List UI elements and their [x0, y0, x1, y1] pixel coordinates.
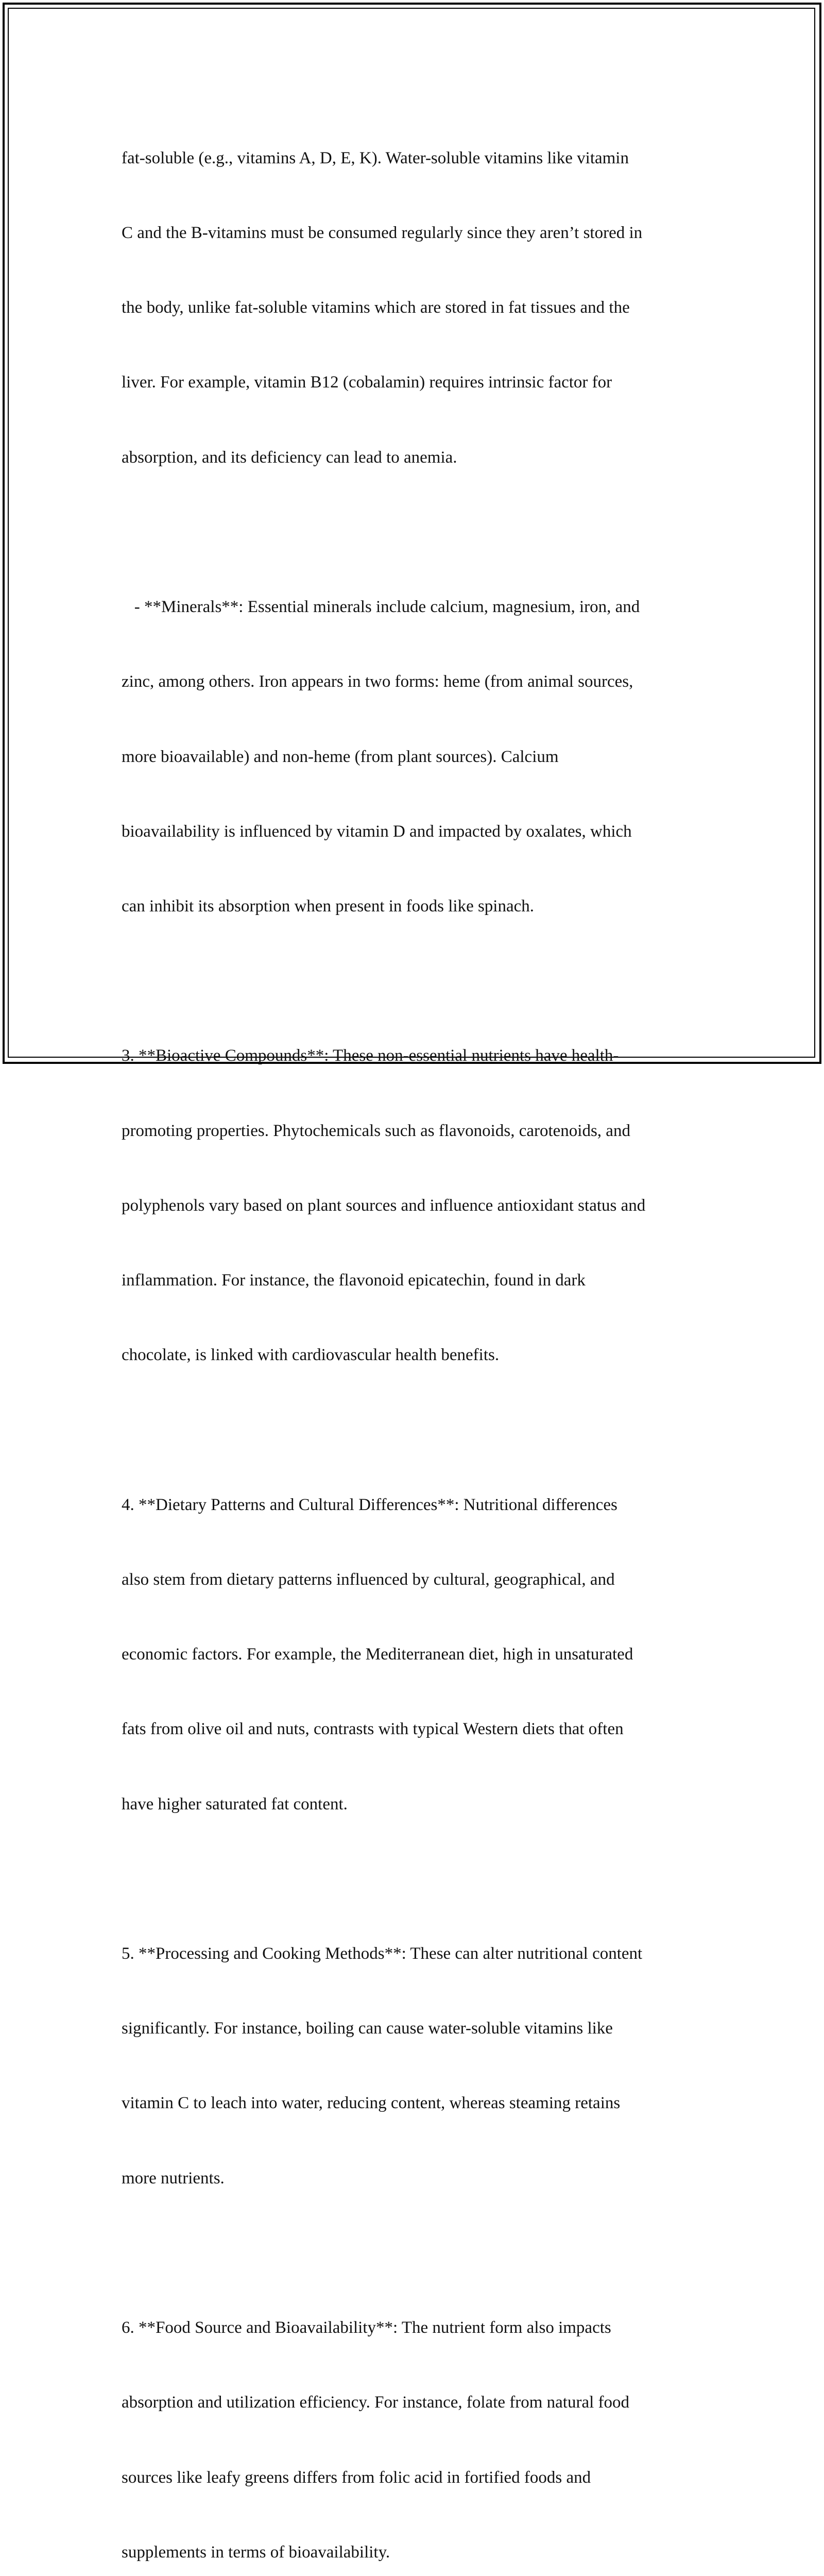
text-line: significantly. For instance, boiling can cause water-soluble vitamins like: [122, 2019, 613, 2038]
text-line: economic factors. For example, the Mediterranean diet, high in unsaturated: [122, 1645, 633, 1664]
paragraph-minerals: [122, 545, 714, 969]
text-line: have higher saturated fat content.: [122, 1794, 348, 1814]
text-line: absorption and utilization efficiency. For instance, folate from natural food: [122, 2393, 630, 2412]
text-line: polyphenols vary based on plant sources and influence antioxidant status and: [122, 1196, 646, 1215]
text-line: fat-soluble (e.g., vitamins A, D, E, K). Water-soluble vitamins like vitamin: [122, 148, 629, 167]
paragraph-vitamins-continued: [122, 96, 714, 520]
text-line: sources like leafy greens differs from folic acid in fortified foods and: [122, 2468, 591, 2487]
text-line: liver. For example, vitamin B12 (cobalamin) requires intrinsic factor for: [122, 373, 612, 392]
paragraph-food-source: [122, 2265, 714, 2576]
text-line: fats from olive oil and nuts, contrasts with typical Western diets that often: [122, 1720, 624, 1739]
text-line: vitamin C to leach into water, reducing content, whereas steaming retains: [122, 2094, 621, 2113]
text-line: chocolate, is linked with cardiovascular health benefits.: [122, 1346, 500, 1365]
text-line: inflammation. For instance, the flavonoid epicatechin, found in dark: [122, 1271, 586, 1290]
text-line: 3. **Bioactive Compounds**: These non-essential nutrients have health-: [122, 1046, 619, 1065]
text-line: absorption, and its deficiency can lead to anemia.: [122, 448, 457, 467]
text-line: more nutrients.: [122, 2168, 225, 2188]
text-line: 6. **Food Source and Bioavailability**: The nutrient form also impacts: [122, 2318, 611, 2337]
text-line: C and the B-vitamins must be consumed regularly since they aren’t stored in: [122, 224, 643, 243]
text-line: - **Minerals**: Essential minerals include calcium, magnesium, iron, and: [122, 598, 640, 617]
paragraph-processing-cooking: [122, 1891, 714, 2241]
text-line: promoting properties. Phytochemicals such as flavonoids, carotenoids, and: [122, 1121, 630, 1140]
document-body: [122, 96, 714, 2576]
text-line: also stem from dietary patterns influenced by cultural, geographical, and: [122, 1570, 615, 1589]
paragraph-dietary-patterns: [122, 1443, 714, 1867]
text-line: 5. **Processing and Cooking Methods**: These can alter nutritional content: [122, 1944, 643, 1963]
text-line: bioavailability is influenced by vitamin D and impacted by oxalates, which: [122, 822, 632, 841]
text-line: 4. **Dietary Patterns and Cultural Differences**: Nutritional differences: [122, 1495, 617, 1514]
paragraph-bioactive-compounds: [122, 994, 714, 1418]
text-line: zinc, among others. Iron appears in two forms: heme (from animal sources,: [122, 672, 633, 691]
text-line: more bioavailable) and non-heme (from plant sources). Calcium: [122, 747, 559, 766]
text-line: supplements in terms of bioavailability.: [122, 2543, 390, 2562]
text-line: can inhibit its absorption when present in foods like spinach.: [122, 896, 535, 916]
text-line: the body, unlike fat-soluble vitamins which are stored in fat tissues and the: [122, 298, 630, 317]
